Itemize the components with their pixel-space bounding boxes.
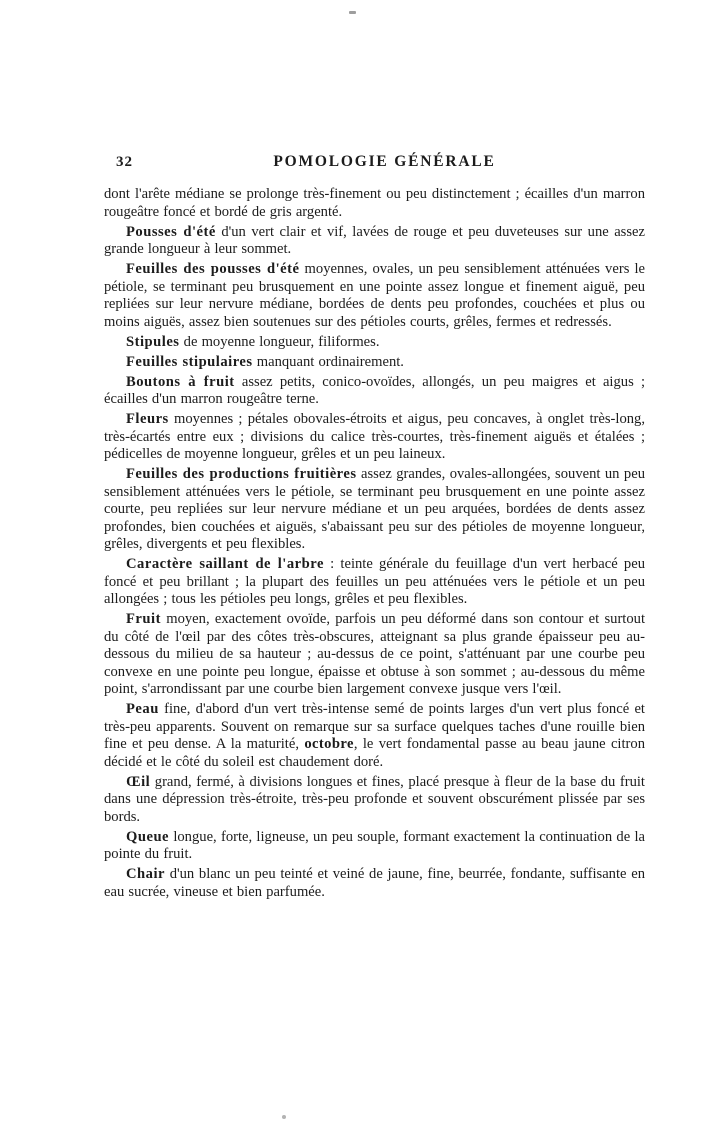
paragraph-text: manquant ordinairement. [256, 353, 404, 370]
paragraph-lead: Stipules [126, 333, 180, 350]
para-peau [104, 701, 645, 771]
paragraph-text: de moyenne longueur, filiformes. [183, 333, 380, 350]
paragraph-lead: Caractère saillant de l'arbre [126, 556, 324, 572]
page-content [104, 153, 645, 904]
paragraph-lead: Feuilles stipulaires [126, 353, 253, 370]
paragraph-text: longue, forte, ligneuse, un peu souple, formant exactement la continuation de la pointe du fruit. [104, 828, 646, 862]
page-number: 32 [116, 154, 133, 170]
bold-word-octobre: octobre [304, 736, 354, 752]
paragraph-text: d'un vert clair et vif, lavées de rouge et peu duveteuses sur une assez grande longueur à leur sommet. [104, 223, 645, 257]
para-fruit [104, 611, 645, 699]
paragraph-lead: Fleurs [126, 411, 169, 427]
para-fleurs [104, 411, 645, 464]
paragraph-lead: Feuilles des productions fruitières [126, 466, 357, 482]
paragraph-text: assez grandes, ovales-allongées, souvent un peu sensiblement atténuées vers le pétiole, se terminant peu brusquement en une pointe assez courte, peu repliées sur leur nervure médiane et un peu arquées, bordées de dents assez profondes, bien couchées et aiguës, s'abaissant peu sur des pétioles de moyenne longueur, grêles, divergents et peu flexibles. [104, 466, 645, 552]
page-header [104, 153, 645, 173]
paragraph-lead: Peau [126, 701, 159, 717]
paragraph-text: moyen, exactement ovoïde, parfois un peu déformé dans son contour et surtout du côté de l'œil par des côtes très-obscures, atteignant sa plus grande épaisseur peu au-dessous du milieu de sa hauteur ; au-dessus de ce point, s'atténuant par une courbe peu convexe en une pointe peu longue, épaisse et obtuse à son sommet ; au-dessous du même point, s'arrondissant par une courbe bien largement convexe jusque vers l'œil. [104, 611, 646, 697]
para-oeil [104, 774, 645, 827]
paragraph-lead: Pousses d'été [126, 223, 216, 240]
para-feuilles-pousses-ete [104, 261, 645, 331]
para-queue [104, 829, 645, 864]
paragraph-text: fine, d'abord d'un vert très-intense semé de points larges d'un vert plus foncé et très-peu apparents. Souvent on remarque sur sa surface quelques taches d'une rouille bien fine et peu dense. A la maturité, [104, 701, 645, 752]
running-title: POMOLOGIE GÉNÉRALE [273, 153, 496, 170]
paragraph-lead: Chair [126, 866, 165, 882]
paragraph-text: assez petits, conico-ovoïdes, allongés, un peu maigres et aigus ; écailles d'un marron rougeâtre terne. [104, 373, 645, 407]
scan-artifact-top [349, 11, 356, 14]
para-boutons-a-fruit [104, 374, 645, 409]
paragraph-text: , le vert fondamental passe au beau jaune citron décidé et le côté du soleil est chaudement doré. [104, 736, 645, 770]
paragraph-lead: Boutons à fruit [126, 373, 235, 390]
para-chair [104, 866, 645, 901]
paragraph-text: : teinte générale du feuillage d'un vert herbacé peu foncé et peu brillant ; la plupart des feuilles un peu atténuées vers le pétiole et un peu allongées ; tous les pétioles peu longs, grêles et peu flexibles. [104, 556, 645, 607]
para-stipules [104, 334, 645, 352]
paragraph-lead: Feuilles des pousses d'été [126, 261, 300, 277]
paragraph-text: grand, fermé, à divisions longues et fines, placé presque à fleur de la base du fruit dans une dépression très-étroite, très-peu profonde et souvent obscurément plissée par ses bords. [104, 773, 645, 825]
paragraph-lead: Œil [126, 773, 151, 790]
paragraph-text: moyennes ; pétales obovales-étroits et aigus, peu concaves, à onglet très-long, très-écartés entre eux ; divisions du calice très-courtes, très-finement aiguës et étalées ; pédicelles de moyenne longueur, grêles et un peu laineux. [104, 411, 646, 462]
para-feuilles-stipulaires [104, 354, 645, 372]
paragraph-text: d'un blanc un peu teinté et veiné de jaune, fine, beurrée, fondante, suffisante en eau sucrée, vineuse et bien parfumée. [104, 866, 645, 900]
paragraph-lead: Queue [126, 828, 170, 845]
paragraph-lead: Fruit [126, 611, 161, 627]
para-feuilles-productions [104, 466, 645, 554]
scan-artifact-bottom [282, 1115, 286, 1119]
para-continuation [104, 186, 645, 221]
paragraph-text: moyennes, ovales, un peu sensiblement atténuées vers le pétiole, se terminant peu brusquement en une pointe assez longue et finement aiguë, peu repliées sur leur nervure médiane, bordées de dents peu profondes, couchées et plus ou moins aiguës, assez bien soutenues sur des pétioles courts, grêles, fermes et redressés. [104, 261, 645, 330]
para-caractere-saillant [104, 556, 645, 609]
body-text [104, 186, 645, 901]
paragraph-text: dont l'arête médiane se prolonge très-finement ou peu distinctement ; écailles d'un marron rougeâtre foncé et bordé de gris argenté. [104, 186, 645, 220]
para-pousses-ete [104, 224, 645, 259]
